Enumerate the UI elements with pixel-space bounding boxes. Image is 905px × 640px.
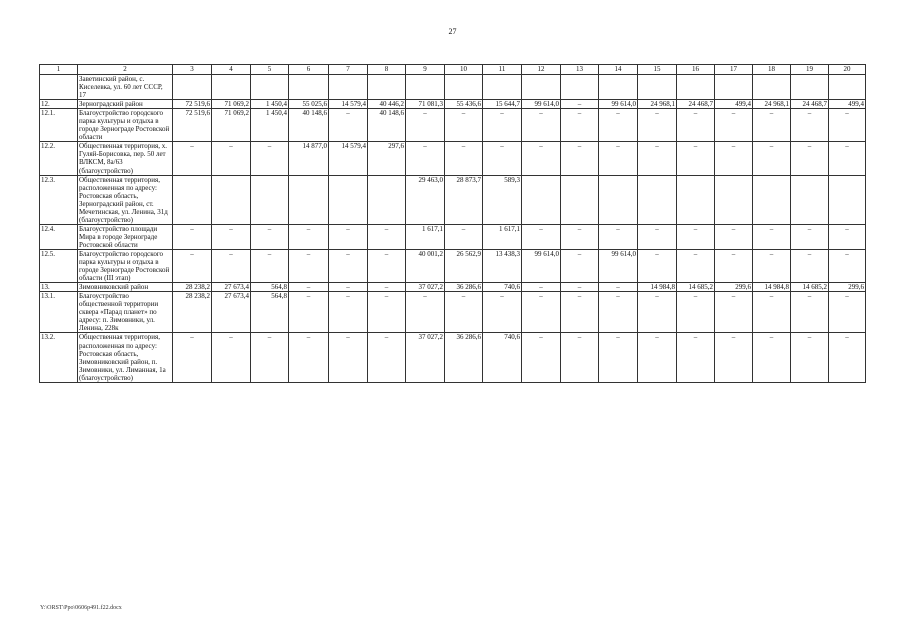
- value-cell: –: [251, 249, 289, 282]
- row-name: Благоустройство общественной территории сквера «Парад планет» по адресу: п. Зимовники, ул. Ленина, 228к: [78, 292, 173, 333]
- column-number: 19: [791, 65, 829, 75]
- value-cell: 40 148,6: [289, 109, 329, 142]
- row-number: 13.2.: [40, 333, 78, 382]
- value-cell: [561, 175, 599, 224]
- value-cell: 28 238,2: [173, 283, 212, 292]
- column-number: 18: [753, 65, 791, 75]
- value-cell: –: [329, 292, 368, 333]
- value-cell: [599, 175, 638, 224]
- value-cell: –: [753, 224, 791, 249]
- row-name: Общественная территория, расположенная по адресу: Ростовская область, Зерноградский район, ст. Мечетинская, ул. Ленина, 31д (благоустройство): [78, 175, 173, 224]
- table-row: [40, 100, 866, 109]
- value-cell: –: [173, 249, 212, 282]
- value-cell: 99 614,0: [599, 249, 638, 282]
- row-number: 12.4.: [40, 224, 78, 249]
- value-cell: [829, 75, 866, 100]
- value-cell: –: [677, 292, 715, 333]
- row-number: 13.1.: [40, 292, 78, 333]
- table-row: [40, 224, 866, 249]
- column-number: 12: [522, 65, 561, 75]
- value-cell: –: [368, 249, 406, 282]
- value-cell: 40 001,2: [406, 249, 445, 282]
- value-cell: –: [638, 109, 677, 142]
- value-cell: [173, 175, 212, 224]
- value-cell: 1 617,1: [406, 224, 445, 249]
- column-number: 14: [599, 65, 638, 75]
- value-cell: [638, 75, 677, 100]
- table-row: [40, 292, 866, 333]
- value-cell: 24 968,1: [638, 100, 677, 109]
- value-cell: –: [599, 109, 638, 142]
- value-cell: 499,4: [715, 100, 753, 109]
- value-cell: 24 968,1: [753, 100, 791, 109]
- value-cell: [329, 175, 368, 224]
- row-name: Благоустройство площади Мира в городе Зернограде Ростовской области: [78, 224, 173, 249]
- value-cell: [289, 175, 329, 224]
- column-number: 3: [173, 65, 212, 75]
- value-cell: –: [483, 292, 522, 333]
- value-cell: 99 614,0: [522, 249, 561, 282]
- row-number: 12.1.: [40, 109, 78, 142]
- value-cell: 55 025,6: [289, 100, 329, 109]
- value-cell: 36 286,6: [445, 283, 483, 292]
- value-cell: 1 617,1: [483, 224, 522, 249]
- value-cell: –: [289, 249, 329, 282]
- value-cell: –: [329, 249, 368, 282]
- value-cell: –: [638, 224, 677, 249]
- value-cell: –: [406, 109, 445, 142]
- value-cell: 1 450,4: [251, 109, 289, 142]
- column-number: 15: [638, 65, 677, 75]
- value-cell: –: [791, 224, 829, 249]
- row-name: Благоустройство городского парка культуры и отдыха в городе Зернограде Ростовской области (III этап): [78, 249, 173, 282]
- value-cell: –: [599, 333, 638, 382]
- value-cell: –: [329, 283, 368, 292]
- value-cell: [445, 75, 483, 100]
- value-cell: –: [251, 142, 289, 175]
- row-name: Благоустройство городского парка культуры и отдыха в городе Зернограде Ростовской области: [78, 109, 173, 142]
- value-cell: –: [791, 292, 829, 333]
- value-cell: –: [829, 333, 866, 382]
- value-cell: 24 468,7: [791, 100, 829, 109]
- column-number: 20: [829, 65, 866, 75]
- page-number: 27: [448, 27, 457, 36]
- column-number: 9: [406, 65, 445, 75]
- value-cell: –: [561, 224, 599, 249]
- value-cell: –: [561, 333, 599, 382]
- value-cell: [715, 75, 753, 100]
- value-cell: –: [829, 142, 866, 175]
- value-cell: 499,4: [829, 100, 866, 109]
- value-cell: –: [561, 142, 599, 175]
- value-cell: –: [173, 224, 212, 249]
- value-cell: –: [791, 109, 829, 142]
- value-cell: –: [445, 292, 483, 333]
- value-cell: –: [561, 283, 599, 292]
- value-cell: –: [715, 333, 753, 382]
- value-cell: –: [715, 224, 753, 249]
- value-cell: –: [368, 292, 406, 333]
- value-cell: –: [791, 249, 829, 282]
- value-cell: –: [251, 224, 289, 249]
- value-cell: –: [251, 333, 289, 382]
- value-cell: 740,6: [483, 333, 522, 382]
- value-cell: –: [638, 333, 677, 382]
- value-cell: [677, 75, 715, 100]
- value-cell: –: [289, 224, 329, 249]
- value-cell: 14 984,8: [638, 283, 677, 292]
- value-cell: –: [753, 142, 791, 175]
- value-cell: [561, 75, 599, 100]
- value-cell: [677, 175, 715, 224]
- value-cell: –: [406, 292, 445, 333]
- value-cell: –: [715, 109, 753, 142]
- value-cell: [251, 75, 289, 100]
- value-cell: [715, 175, 753, 224]
- value-cell: 71 069,2: [212, 100, 251, 109]
- row-number: [40, 75, 78, 100]
- value-cell: –: [212, 333, 251, 382]
- value-cell: 99 614,0: [599, 100, 638, 109]
- value-cell: –: [599, 224, 638, 249]
- table-row: [40, 109, 866, 142]
- row-name: Общественная территория, расположенная по адресу: Ростовская область, Зимовниковский район, п. Зимовники, ул. Лиманная, 1а (благоустройство): [78, 333, 173, 382]
- row-name: Общественная территория, х. Гуляй-Борисовка, пер. 50 лет ВЛКСМ, 8а/63 (благоустройство): [78, 142, 173, 175]
- value-cell: –: [829, 249, 866, 282]
- value-cell: –: [445, 109, 483, 142]
- value-cell: 40 148,6: [368, 109, 406, 142]
- value-cell: 36 286,6: [445, 333, 483, 382]
- value-cell: –: [753, 249, 791, 282]
- value-cell: –: [212, 249, 251, 282]
- column-number: 1: [40, 65, 78, 75]
- value-cell: –: [561, 292, 599, 333]
- table-row: [40, 333, 866, 382]
- value-cell: [289, 75, 329, 100]
- value-cell: –: [173, 333, 212, 382]
- value-cell: 99 614,0: [522, 100, 561, 109]
- value-cell: [753, 75, 791, 100]
- value-cell: –: [483, 142, 522, 175]
- row-number: 12.: [40, 100, 78, 109]
- column-number: 7: [329, 65, 368, 75]
- value-cell: –: [677, 333, 715, 382]
- row-number: 12.3.: [40, 175, 78, 224]
- value-cell: –: [561, 249, 599, 282]
- value-cell: –: [522, 333, 561, 382]
- value-cell: 55 436,6: [445, 100, 483, 109]
- value-cell: 37 027,2: [406, 333, 445, 382]
- value-cell: –: [638, 249, 677, 282]
- value-cell: 14 579,4: [329, 100, 368, 109]
- value-cell: –: [753, 109, 791, 142]
- value-cell: –: [561, 109, 599, 142]
- value-cell: 72 519,6: [173, 100, 212, 109]
- value-cell: [368, 75, 406, 100]
- table-row: [40, 283, 866, 292]
- value-cell: –: [329, 224, 368, 249]
- value-cell: 28 238,2: [173, 292, 212, 333]
- value-cell: 299,6: [829, 283, 866, 292]
- value-cell: –: [677, 109, 715, 142]
- value-cell: –: [522, 283, 561, 292]
- value-cell: 14 579,4: [329, 142, 368, 175]
- value-cell: –: [173, 142, 212, 175]
- value-cell: –: [677, 249, 715, 282]
- value-cell: –: [212, 224, 251, 249]
- budget-table: [39, 64, 866, 383]
- table-row: [40, 142, 866, 175]
- column-number: 10: [445, 65, 483, 75]
- value-cell: –: [791, 333, 829, 382]
- value-cell: –: [289, 333, 329, 382]
- value-cell: –: [677, 142, 715, 175]
- value-cell: 29 463,0: [406, 175, 445, 224]
- value-cell: 564,8: [251, 292, 289, 333]
- value-cell: [368, 175, 406, 224]
- value-cell: 13 438,3: [483, 249, 522, 282]
- value-cell: –: [289, 292, 329, 333]
- value-cell: 14 685,2: [791, 283, 829, 292]
- value-cell: –: [445, 142, 483, 175]
- value-cell: [483, 75, 522, 100]
- value-cell: 297,6: [368, 142, 406, 175]
- column-number: 11: [483, 65, 522, 75]
- value-cell: –: [522, 224, 561, 249]
- row-name: Зерноградский район: [78, 100, 173, 109]
- value-cell: [212, 175, 251, 224]
- column-number-row: [40, 65, 866, 75]
- row-name: Зимовниковский район: [78, 283, 173, 292]
- value-cell: 15 644,7: [483, 100, 522, 109]
- value-cell: –: [329, 109, 368, 142]
- value-cell: 40 446,2: [368, 100, 406, 109]
- value-cell: –: [829, 292, 866, 333]
- value-cell: 27 673,4: [212, 283, 251, 292]
- value-cell: –: [715, 292, 753, 333]
- value-cell: 14 984,8: [753, 283, 791, 292]
- value-cell: [522, 175, 561, 224]
- value-cell: 28 873,7: [445, 175, 483, 224]
- value-cell: 299,6: [715, 283, 753, 292]
- value-cell: –: [522, 109, 561, 142]
- value-cell: –: [753, 292, 791, 333]
- column-number: 13: [561, 65, 599, 75]
- value-cell: –: [368, 224, 406, 249]
- column-number: 8: [368, 65, 406, 75]
- table-body: [40, 65, 866, 383]
- value-cell: –: [368, 283, 406, 292]
- value-cell: 740,6: [483, 283, 522, 292]
- value-cell: 27 673,4: [212, 292, 251, 333]
- value-cell: 14 685,2: [677, 283, 715, 292]
- value-cell: –: [522, 142, 561, 175]
- value-cell: [173, 75, 212, 100]
- column-number: 6: [289, 65, 329, 75]
- table-row: [40, 75, 866, 100]
- value-cell: [599, 75, 638, 100]
- table-row: [40, 249, 866, 282]
- value-cell: [829, 175, 866, 224]
- value-cell: –: [753, 333, 791, 382]
- value-cell: 71 069,2: [212, 109, 251, 142]
- value-cell: 589,3: [483, 175, 522, 224]
- value-cell: –: [289, 283, 329, 292]
- value-cell: –: [599, 292, 638, 333]
- value-cell: [638, 175, 677, 224]
- value-cell: –: [599, 142, 638, 175]
- value-cell: [791, 75, 829, 100]
- value-cell: –: [791, 142, 829, 175]
- value-cell: –: [638, 142, 677, 175]
- value-cell: –: [715, 142, 753, 175]
- column-number: 16: [677, 65, 715, 75]
- value-cell: 564,8: [251, 283, 289, 292]
- row-number: 12.2.: [40, 142, 78, 175]
- value-cell: 37 027,2: [406, 283, 445, 292]
- value-cell: –: [638, 292, 677, 333]
- value-cell: –: [329, 333, 368, 382]
- value-cell: –: [829, 109, 866, 142]
- row-number: 13.: [40, 283, 78, 292]
- value-cell: –: [677, 224, 715, 249]
- value-cell: –: [368, 333, 406, 382]
- value-cell: [791, 175, 829, 224]
- column-number: 5: [251, 65, 289, 75]
- value-cell: [329, 75, 368, 100]
- value-cell: –: [522, 292, 561, 333]
- value-cell: –: [483, 109, 522, 142]
- value-cell: 1 450,4: [251, 100, 289, 109]
- table-row: [40, 175, 866, 224]
- value-cell: 71 081,3: [406, 100, 445, 109]
- value-cell: 26 562,9: [445, 249, 483, 282]
- value-cell: 72 519,6: [173, 109, 212, 142]
- value-cell: 14 877,0: [289, 142, 329, 175]
- value-cell: –: [212, 142, 251, 175]
- column-number: 2: [78, 65, 173, 75]
- value-cell: –: [715, 249, 753, 282]
- column-number: 17: [715, 65, 753, 75]
- value-cell: –: [561, 100, 599, 109]
- row-number: 12.5.: [40, 249, 78, 282]
- value-cell: [522, 75, 561, 100]
- file-path-footer: Y:\ORST\Ppo\0606p491.f22.docx: [40, 605, 122, 611]
- value-cell: 24 468,7: [677, 100, 715, 109]
- value-cell: [251, 175, 289, 224]
- value-cell: [753, 175, 791, 224]
- row-name: Заветинский район, с. Киселевка, ул. 60 лет СССР, 17: [78, 75, 173, 100]
- value-cell: –: [829, 224, 866, 249]
- value-cell: [212, 75, 251, 100]
- value-cell: [406, 75, 445, 100]
- column-number: 4: [212, 65, 251, 75]
- value-cell: –: [445, 224, 483, 249]
- value-cell: –: [599, 283, 638, 292]
- value-cell: –: [406, 142, 445, 175]
